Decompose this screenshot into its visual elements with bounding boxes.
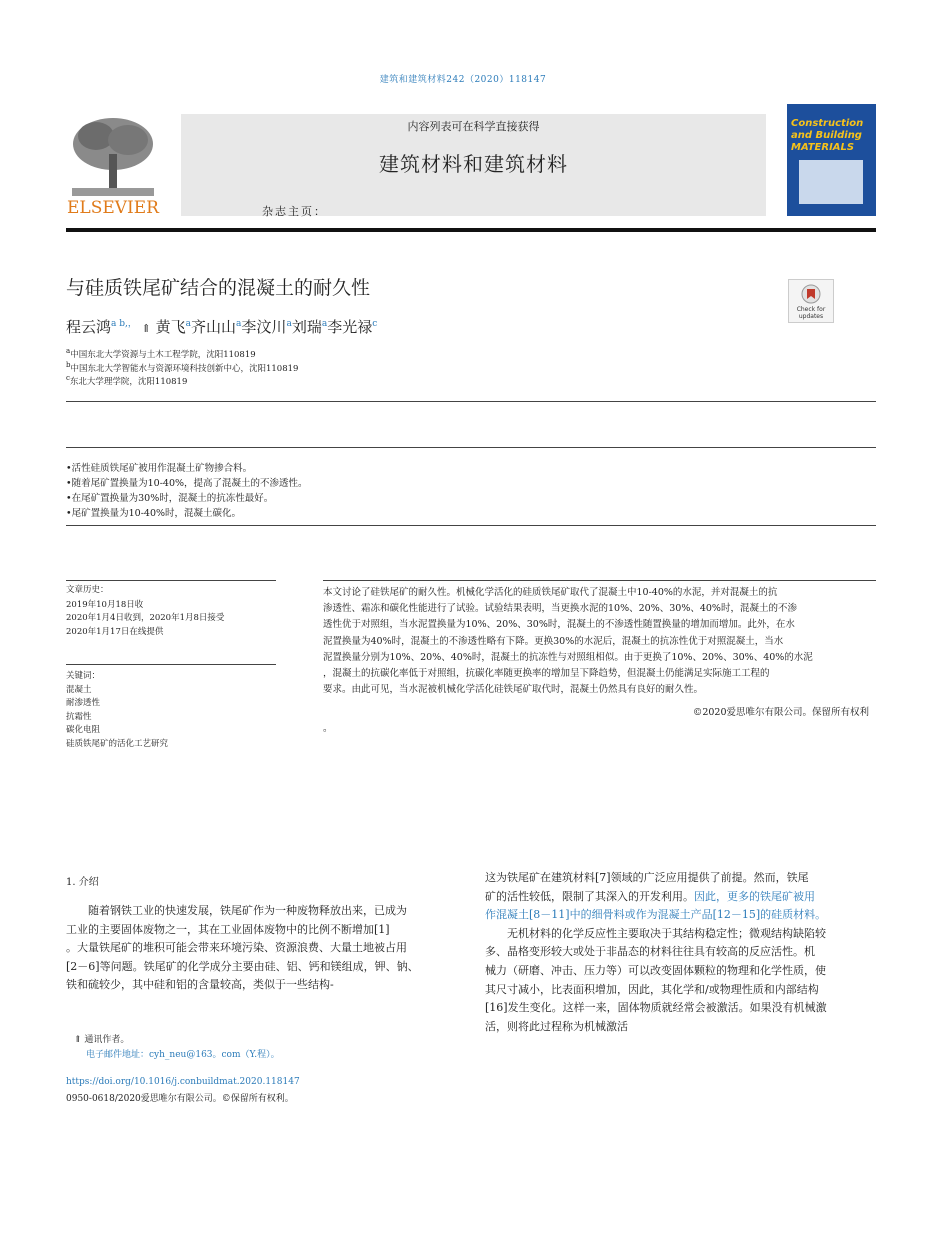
author-affil-sup[interactable]: a b,， (111, 319, 137, 329)
check-for-updates-badge[interactable] (788, 279, 834, 323)
cover-title: Construction and Building MATERIALS (791, 118, 864, 153)
abstract-trailing: 。 (323, 723, 333, 734)
article-history (66, 584, 224, 639)
author-affil-sup[interactable]: c (372, 319, 378, 329)
article-title: 与硅质铁尾矿结合的混凝土的耐久性 (66, 277, 371, 299)
divider (66, 401, 876, 402)
author-name[interactable]: 刘瑞 (291, 318, 322, 336)
history-heading: 文章历史： (66, 585, 109, 595)
corresponding-author-note: ⇑ 通讯作者。 (74, 1035, 130, 1045)
history-item: 2019年10月18日收 (66, 599, 144, 610)
keywords (66, 670, 168, 751)
elsevier-logo (66, 114, 160, 216)
issn-line: 0950-0618/2020爱思唯尔有限公司。©保留所有权利。 (66, 1094, 294, 1104)
abstract-line: 要求。由此可见，当水泥被机械化学活化硅铁尾矿取代时，混凝土仍然具有良好的耐久性。 (323, 684, 704, 696)
divider (66, 664, 276, 665)
abstract-line: 透性优于对照组，当水泥置换量为10%、20%、30%时，混凝土的不渗透性随置换量的增加而增加。此外，在水 (323, 619, 795, 631)
abstract-line: ，混凝土的抗碳化率低于对照组，抗碳化率随更换率的增加呈下降趋势，但混凝土仍能满足实际施工工程的 (323, 668, 770, 680)
section-heading: 1. 介绍 (66, 877, 99, 888)
body-line: [16]发生变化。这样一来，固体物质就经常会被激活。如果没有机械激 (485, 1001, 827, 1015)
body-left-column (66, 902, 458, 995)
abstract (323, 585, 876, 698)
author-name[interactable]: 李汶川 (241, 318, 287, 336)
author-name[interactable]: 李光禄 (327, 318, 373, 336)
journal-cover (787, 104, 876, 216)
journal-citation[interactable]: 建筑和建筑材料242（2020）118147 (379, 75, 547, 85)
contents-line: 内容列表可在科学直接获得 (407, 120, 540, 133)
keyword: 抗霜性 (66, 711, 92, 722)
highlight-item: •随着尾矿置换量为10-40%，提高了混凝土的不渗透性。 (66, 478, 308, 489)
abstract-line: 泥置换量为40%时，混凝土的不渗透性略有下降。更换30%的水泥后，混凝土的抗冻性优于对照混凝土，当水 (323, 635, 784, 647)
journal-title: 建筑材料和建筑材料 (379, 152, 568, 176)
author-list (66, 316, 377, 337)
body-line: 随着钢铁工业的快速发展，铁尾矿作为一种废物释放出来，已成为 (66, 904, 407, 917)
keyword: 硅质铁尾矿的活化工艺研究 (66, 738, 169, 749)
history-item: 2020年1月17日在线提供 (66, 626, 164, 637)
body-line: 无机材料的化学反应性主要取决于其结构稳定性；微观结构缺陷较 (485, 926, 826, 940)
svg-text:updates: updates (798, 313, 824, 320)
body-line: 矿的活性较低，限制了其深入的开发利用。因此，更多的铁尾矿被用 (485, 889, 815, 903)
doi-link[interactable]: https://doi.org/10.1016/j.conbuildmat.2020.118147 (66, 1077, 300, 1087)
body-line: 。大量铁尾矿的堆积可能会带来环境污染、资源浪费、大量土地被占用 (66, 941, 407, 955)
body-line: 多、晶格变形较大或处于非晶态的材料往往具有较高的反应活性。机 (485, 945, 815, 959)
divider (66, 580, 276, 581)
affiliation: $^b$中国东北大学智能水与资源环境科技创新中心，沈阳110819 (66, 361, 299, 374)
body-link[interactable]: 作混凝土[8－11]中的细骨料或作为混凝土产品[12－15]的硅质材料。 (485, 908, 827, 922)
author-affil-sup[interactable]: a (286, 319, 292, 329)
divider (66, 447, 876, 448)
header-rule (66, 228, 876, 232)
highlight-item: •在尾矿置换量为30%时，混凝土的抗冻性最好。 (66, 493, 274, 504)
affiliation: $^c$东北大学理学院，沈阳110819 (66, 374, 188, 387)
author-affil-sup[interactable]: a (185, 319, 192, 329)
body-link[interactable]: 因此，更多的铁尾矿被用 (694, 889, 815, 903)
body-line: 铁和硫较少，其中硅和铝的含量较高，类似于一些结构- (66, 978, 334, 992)
svg-text:Check for: Check for (796, 306, 826, 313)
keywords-heading: 关键词： (66, 671, 101, 681)
divider (66, 525, 876, 526)
keyword: 碳化电阻 (66, 725, 101, 735)
affiliation: $^a$中国东北大学资源与土木工程学院，沈阳110819 (66, 347, 256, 360)
history-item: 2020年1月4日收到，2020年1月8日接受 (66, 613, 225, 623)
author-affil-sup[interactable]: a (321, 319, 328, 329)
body-line: 工业的主要固体废物之一，其在工业固体废物中的比例不断增加[1] (66, 922, 390, 936)
author-affil-sup[interactable]: a (236, 319, 242, 329)
highlight-item: •尾矿置换量为10-40%时，混凝土碳化。 (66, 508, 242, 519)
corresponding-mark[interactable]: ⇑ (141, 322, 151, 335)
divider (323, 580, 876, 581)
abstract-line: 泥置换量分别为10%、20%、40%时，混凝土的抗冻性与对照组相似。由于更换了10%、20%、30%、40%的水泥 (323, 651, 813, 663)
abstract-line: 渗透性、霜冻和碳化性能进行了试验。试验结果表明，当更换水泥的10%、20%、30%、40%时，混凝土的不渗 (323, 603, 797, 615)
highlight-item: •活性硅质铁尾矿被用作混凝土矿物掺合料。 (66, 463, 253, 474)
abstract-line: 本文讨论了硅铁尾矿的耐久性。机械化学活化的硅质铁尾矿取代了混凝土中10-40%的水泥，并对混凝土的抗 (323, 587, 778, 598)
keyword: 耐渗透性 (66, 698, 101, 708)
keyword: 混凝土 (66, 684, 92, 695)
svg-text:ELSEVIER: ELSEVIER (67, 198, 159, 216)
journal-homepage-label[interactable]: 杂志主页： (262, 205, 327, 218)
body-line: 其尺寸减小，比表面积增加，因此，其化学和/或物理性质和内部结构 (485, 982, 819, 996)
body-line: 活，则将此过程称为机械激活 (485, 1019, 628, 1033)
author-name[interactable]: 齐山山 (191, 318, 237, 336)
abstract-copyright: ©2020爱思唯尔有限公司。保留所有权利 (692, 707, 869, 718)
body-right-column (485, 869, 877, 1036)
author-name[interactable]: 黄飞 (150, 318, 186, 336)
body-line: 这为铁尾矿在建筑材料[7]领域的广泛应用提供了前提。然而，铁尾 (485, 871, 809, 884)
body-line: [2－6]等问题。铁尾矿的化学成分主要由硅、铝、钙和镁组成，钾、钠、 (66, 959, 419, 973)
author-name[interactable]: 程云鸿 (66, 318, 112, 336)
email-link[interactable]: 电子邮件地址：cyh_neu@163。com（Y.程）。 (86, 1050, 280, 1060)
body-line: 械力（研磨、冲击、压力等）可以改变固体颗粒的物理和化学性质，使 (485, 963, 826, 977)
